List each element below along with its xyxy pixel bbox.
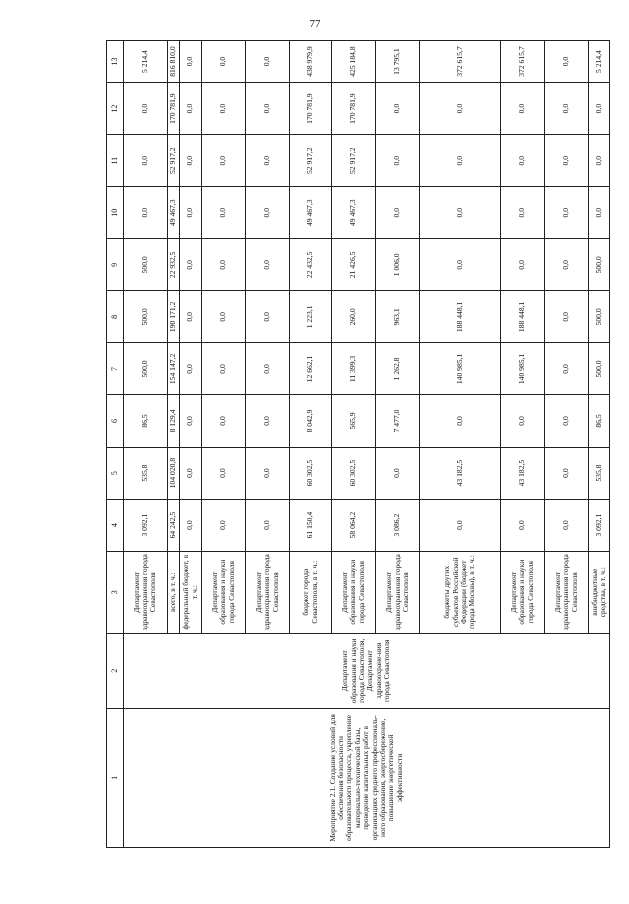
value-cell: 13 795,1 bbox=[376, 41, 420, 83]
column-number-header: 6 bbox=[107, 395, 124, 447]
value-cell: 0,0 bbox=[376, 187, 420, 239]
value-cell: 0,0 bbox=[545, 343, 589, 395]
value-cell: 260,0 bbox=[332, 291, 376, 343]
table-body bbox=[107, 41, 610, 848]
value-cell: 60 302,5 bbox=[290, 447, 332, 499]
value-cell: 0,0 bbox=[376, 83, 420, 135]
value-cell: 0,0 bbox=[202, 447, 246, 499]
value-cell: 0,0 bbox=[501, 135, 545, 187]
funding-source-cell: бюджет города Севастополя, в т. ч.: bbox=[290, 551, 332, 633]
value-cell: 52 917,2 bbox=[167, 135, 179, 187]
value-cell: 0,0 bbox=[246, 291, 290, 343]
value-cell: 8 129,4 bbox=[167, 395, 179, 447]
value-cell: 0,0 bbox=[202, 343, 246, 395]
value-cell: 22 932,5 bbox=[167, 239, 179, 291]
rotated-table-container bbox=[106, 40, 610, 848]
value-cell: 0,0 bbox=[123, 187, 167, 239]
column-number-header: 12 bbox=[107, 83, 124, 135]
value-cell: 0,0 bbox=[246, 447, 290, 499]
value-cell: 1 006,0 bbox=[376, 239, 420, 291]
value-cell: 372 615,7 bbox=[501, 41, 545, 83]
value-cell: 0,0 bbox=[202, 83, 246, 135]
value-cell: 0,0 bbox=[501, 187, 545, 239]
value-cell: 500,0 bbox=[123, 343, 167, 395]
funding-source-cell: бюджеты других субъектов Российской Федерации (бюджет города Москвы), в т. ч.: bbox=[420, 551, 501, 633]
value-cell: 0,0 bbox=[246, 187, 290, 239]
value-cell: 21 426,5 bbox=[332, 239, 376, 291]
value-cell: 0,0 bbox=[202, 135, 246, 187]
value-cell: 0,0 bbox=[589, 83, 610, 135]
value-cell: 49 467,3 bbox=[290, 187, 332, 239]
value-cell: 0,0 bbox=[376, 447, 420, 499]
funding-source-cell: внебюджетные средства, в т. ч.: bbox=[589, 551, 610, 633]
value-cell: 64 242,5 bbox=[167, 499, 179, 551]
value-cell: 86,5 bbox=[589, 395, 610, 447]
value-cell: 0,0 bbox=[589, 135, 610, 187]
value-cell: 0,0 bbox=[545, 499, 589, 551]
value-cell: 0,0 bbox=[545, 239, 589, 291]
value-cell: 0,0 bbox=[501, 239, 545, 291]
value-cell: 8 042,9 bbox=[290, 395, 332, 447]
value-cell: 0,0 bbox=[545, 291, 589, 343]
value-cell: 0,0 bbox=[179, 41, 201, 83]
funding-source-cell: Департамент здравоохранения города Севастополя bbox=[545, 551, 589, 633]
value-cell: 0,0 bbox=[179, 187, 201, 239]
value-cell: 0,0 bbox=[501, 83, 545, 135]
value-cell: 0,0 bbox=[246, 41, 290, 83]
value-cell: 43 182,5 bbox=[501, 447, 545, 499]
value-cell: 0,0 bbox=[179, 499, 201, 551]
value-cell: 43 182,5 bbox=[420, 447, 501, 499]
funding-source-cell: Департамент здравоохранения города Севастополя bbox=[123, 551, 167, 633]
table-row bbox=[123, 41, 167, 848]
budget-table bbox=[106, 40, 610, 848]
value-cell: 12 662,1 bbox=[290, 343, 332, 395]
column-number-header: 11 bbox=[107, 135, 124, 187]
value-cell: 1 223,1 bbox=[290, 291, 332, 343]
value-cell: 0,0 bbox=[545, 395, 589, 447]
value-cell: 49 467,3 bbox=[167, 187, 179, 239]
value-cell: 535,8 bbox=[123, 447, 167, 499]
value-cell: 0,0 bbox=[246, 343, 290, 395]
value-cell: 5 214,4 bbox=[123, 41, 167, 83]
value-cell: 0,0 bbox=[589, 187, 610, 239]
header-row bbox=[107, 41, 124, 848]
value-cell: 500,0 bbox=[589, 239, 610, 291]
value-cell: 0,0 bbox=[179, 395, 201, 447]
value-cell: 0,0 bbox=[179, 239, 201, 291]
value-cell: 190 171,2 bbox=[167, 291, 179, 343]
value-cell: 0,0 bbox=[246, 239, 290, 291]
value-cell: 0,0 bbox=[246, 499, 290, 551]
value-cell: 0,0 bbox=[420, 499, 501, 551]
value-cell: 140 985,1 bbox=[501, 343, 545, 395]
value-cell: 0,0 bbox=[202, 395, 246, 447]
column-number-header: 10 bbox=[107, 187, 124, 239]
value-cell: 0,0 bbox=[179, 343, 201, 395]
value-cell: 0,0 bbox=[545, 447, 589, 499]
value-cell: 3 086,2 bbox=[376, 499, 420, 551]
value-cell: 0,0 bbox=[202, 239, 246, 291]
value-cell: 170 781,9 bbox=[332, 83, 376, 135]
value-cell: 11 399,3 bbox=[332, 343, 376, 395]
funding-source-cell: Департамент здравоохранения города Севастополя bbox=[246, 551, 290, 633]
value-cell: 22 432,5 bbox=[290, 239, 332, 291]
value-cell: 3 092,1 bbox=[123, 499, 167, 551]
value-cell: 0,0 bbox=[246, 135, 290, 187]
value-cell: 3 092,1 bbox=[589, 499, 610, 551]
activity-cell: Мероприятие 2.1. Создание условий для обеспечения безопасности образовательного процесса, укрепление материально-технической базы, проведение капитальных работ в организациях среднего профессиональ-ного образования, энергосбережение, повышение энергетической эффективности bbox=[123, 708, 609, 847]
value-cell: 188 448,1 bbox=[420, 291, 501, 343]
value-cell: 0,0 bbox=[545, 187, 589, 239]
value-cell: 0,0 bbox=[545, 83, 589, 135]
value-cell: 0,0 bbox=[420, 187, 501, 239]
value-cell: 61 150,4 bbox=[290, 499, 332, 551]
value-cell: 0,0 bbox=[501, 395, 545, 447]
executors-cell: Департамент образования и науки города Севастополя, Департамент здравоохране-ния города Севастополя bbox=[123, 633, 609, 708]
value-cell: 500,0 bbox=[123, 291, 167, 343]
value-cell: 154 147,2 bbox=[167, 343, 179, 395]
value-cell: 0,0 bbox=[202, 499, 246, 551]
value-cell: 0,0 bbox=[202, 291, 246, 343]
column-number-header: 8 bbox=[107, 291, 124, 343]
funding-source-cell: Департамент здравоохранения города Севастополя bbox=[376, 551, 420, 633]
column-number-header: 2 bbox=[107, 633, 124, 708]
column-number-header: 13 bbox=[107, 41, 124, 83]
column-number-header: 1 bbox=[107, 708, 124, 847]
value-cell: 170 781,9 bbox=[167, 83, 179, 135]
value-cell: 963,1 bbox=[376, 291, 420, 343]
value-cell: 500,0 bbox=[123, 239, 167, 291]
value-cell: 52 917,2 bbox=[332, 135, 376, 187]
column-number-header: 4 bbox=[107, 499, 124, 551]
value-cell: 5 214,4 bbox=[589, 41, 610, 83]
value-cell: 372 615,7 bbox=[420, 41, 501, 83]
value-cell: 0,0 bbox=[420, 135, 501, 187]
value-cell: 438 979,9 bbox=[290, 41, 332, 83]
value-cell: 60 302,5 bbox=[332, 447, 376, 499]
value-cell: 425 184,8 bbox=[332, 41, 376, 83]
column-number-header: 9 bbox=[107, 239, 124, 291]
value-cell: 7 477,0 bbox=[376, 395, 420, 447]
value-cell: 0,0 bbox=[545, 135, 589, 187]
value-cell: 565,9 bbox=[332, 395, 376, 447]
value-cell: 0,0 bbox=[123, 135, 167, 187]
column-number-header: 3 bbox=[107, 551, 124, 633]
value-cell: 188 448,1 bbox=[501, 291, 545, 343]
funding-source-cell: Департамент образования и науки города Севастополя bbox=[202, 551, 246, 633]
value-cell: 140 985,1 bbox=[420, 343, 501, 395]
value-cell: 49 467,3 bbox=[332, 187, 376, 239]
value-cell: 0,0 bbox=[179, 135, 201, 187]
value-cell: 58 064,2 bbox=[332, 499, 376, 551]
value-cell: 0,0 bbox=[376, 135, 420, 187]
value-cell: 0,0 bbox=[179, 83, 201, 135]
value-cell: 0,0 bbox=[420, 239, 501, 291]
value-cell: 0,0 bbox=[202, 41, 246, 83]
funding-source-cell: всего, в т. ч.: bbox=[167, 551, 179, 633]
value-cell: 104 020,8 bbox=[167, 447, 179, 499]
value-cell: 0,0 bbox=[420, 83, 501, 135]
value-cell: 816 810,0 bbox=[167, 41, 179, 83]
value-cell: 0,0 bbox=[246, 395, 290, 447]
value-cell: 0,0 bbox=[246, 83, 290, 135]
value-cell: 1 262,8 bbox=[376, 343, 420, 395]
value-cell: 0,0 bbox=[123, 83, 167, 135]
value-cell: 0,0 bbox=[420, 395, 501, 447]
value-cell: 535,8 bbox=[589, 447, 610, 499]
value-cell: 0,0 bbox=[501, 499, 545, 551]
funding-source-cell: Департамент образования и науки города Севастополя bbox=[332, 551, 376, 633]
page-number: 77 bbox=[309, 18, 321, 30]
column-number-header: 5 bbox=[107, 447, 124, 499]
value-cell: 170 781,9 bbox=[290, 83, 332, 135]
value-cell: 0,0 bbox=[545, 41, 589, 83]
value-cell: 500,0 bbox=[589, 343, 610, 395]
value-cell: 0,0 bbox=[179, 447, 201, 499]
value-cell: 0,0 bbox=[179, 291, 201, 343]
value-cell: 86,5 bbox=[123, 395, 167, 447]
value-cell: 0,0 bbox=[202, 187, 246, 239]
value-cell: 500,0 bbox=[589, 291, 610, 343]
funding-source-cell: федеральный бюджет, в т. ч.: bbox=[179, 551, 201, 633]
column-number-header: 7 bbox=[107, 343, 124, 395]
funding-source-cell: Департамент образования и науки города Севастополя bbox=[501, 551, 545, 633]
value-cell: 52 917,2 bbox=[290, 135, 332, 187]
